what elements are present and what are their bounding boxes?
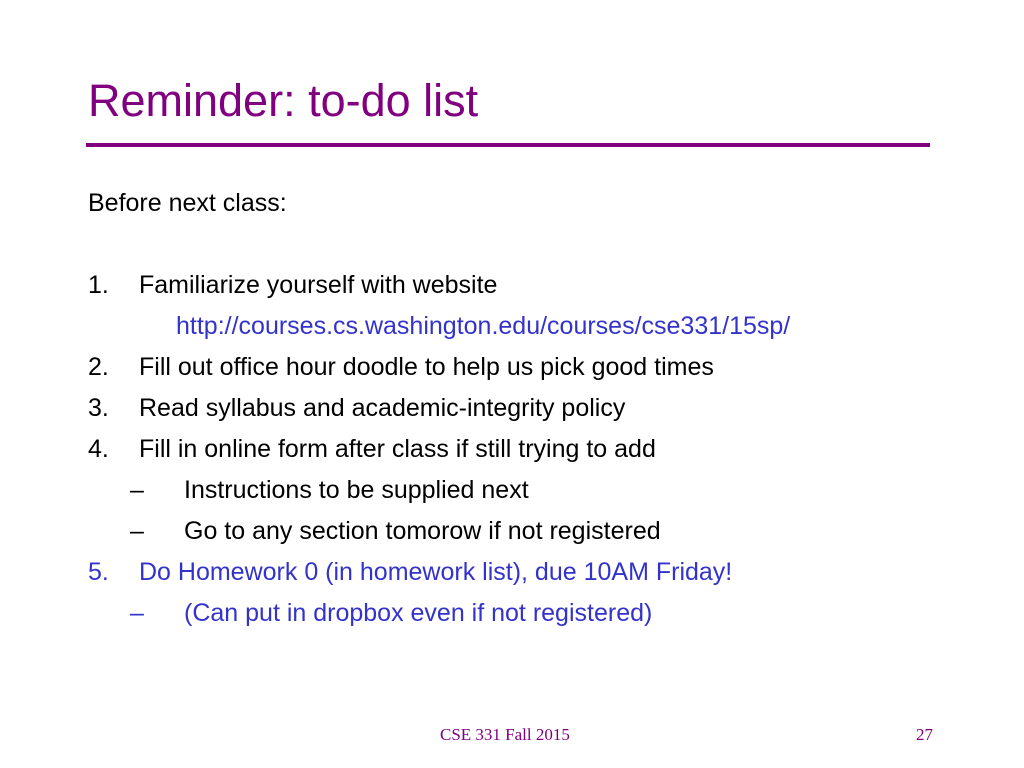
list-item-number: 2.: [88, 353, 109, 381]
page-number: 27: [916, 725, 933, 744]
title-underline: [86, 143, 930, 147]
intro-text: Before next class:: [88, 189, 287, 217]
course-website-link[interactable]: http://courses.cs.washington.edu/courses/cse331/15sp/: [176, 312, 791, 340]
sub-item-dash: –: [130, 476, 144, 504]
list-item-number: 3.: [88, 394, 109, 422]
list-item-text: Familiarize yourself with website: [139, 271, 498, 299]
list-item-text: Fill out office hour doodle to help us pick good times: [139, 353, 714, 381]
sub-item-text: Instructions to be supplied next: [184, 476, 529, 504]
list-item-number: 4.: [88, 435, 109, 463]
list-item-text: Fill in online form after class if still trying to add: [139, 435, 656, 463]
list-item-number: 5.: [88, 558, 109, 586]
slide-title: Reminder: to-do list: [88, 75, 479, 126]
sub-item-dash: –: [130, 599, 144, 627]
sub-item-text: (Can put in dropbox even if not registered): [184, 599, 653, 627]
list-item-text: Do Homework 0 (in homework list), due 10AM Friday!: [139, 558, 733, 586]
list-item-number: 1.: [88, 271, 109, 299]
sub-item-dash: –: [130, 517, 144, 545]
sub-item-text: Go to any section tomorow if not registered: [184, 517, 661, 545]
list-item-text: Read syllabus and academic-integrity policy: [139, 394, 626, 422]
footer-course: CSE 331 Fall 2015: [440, 725, 570, 744]
